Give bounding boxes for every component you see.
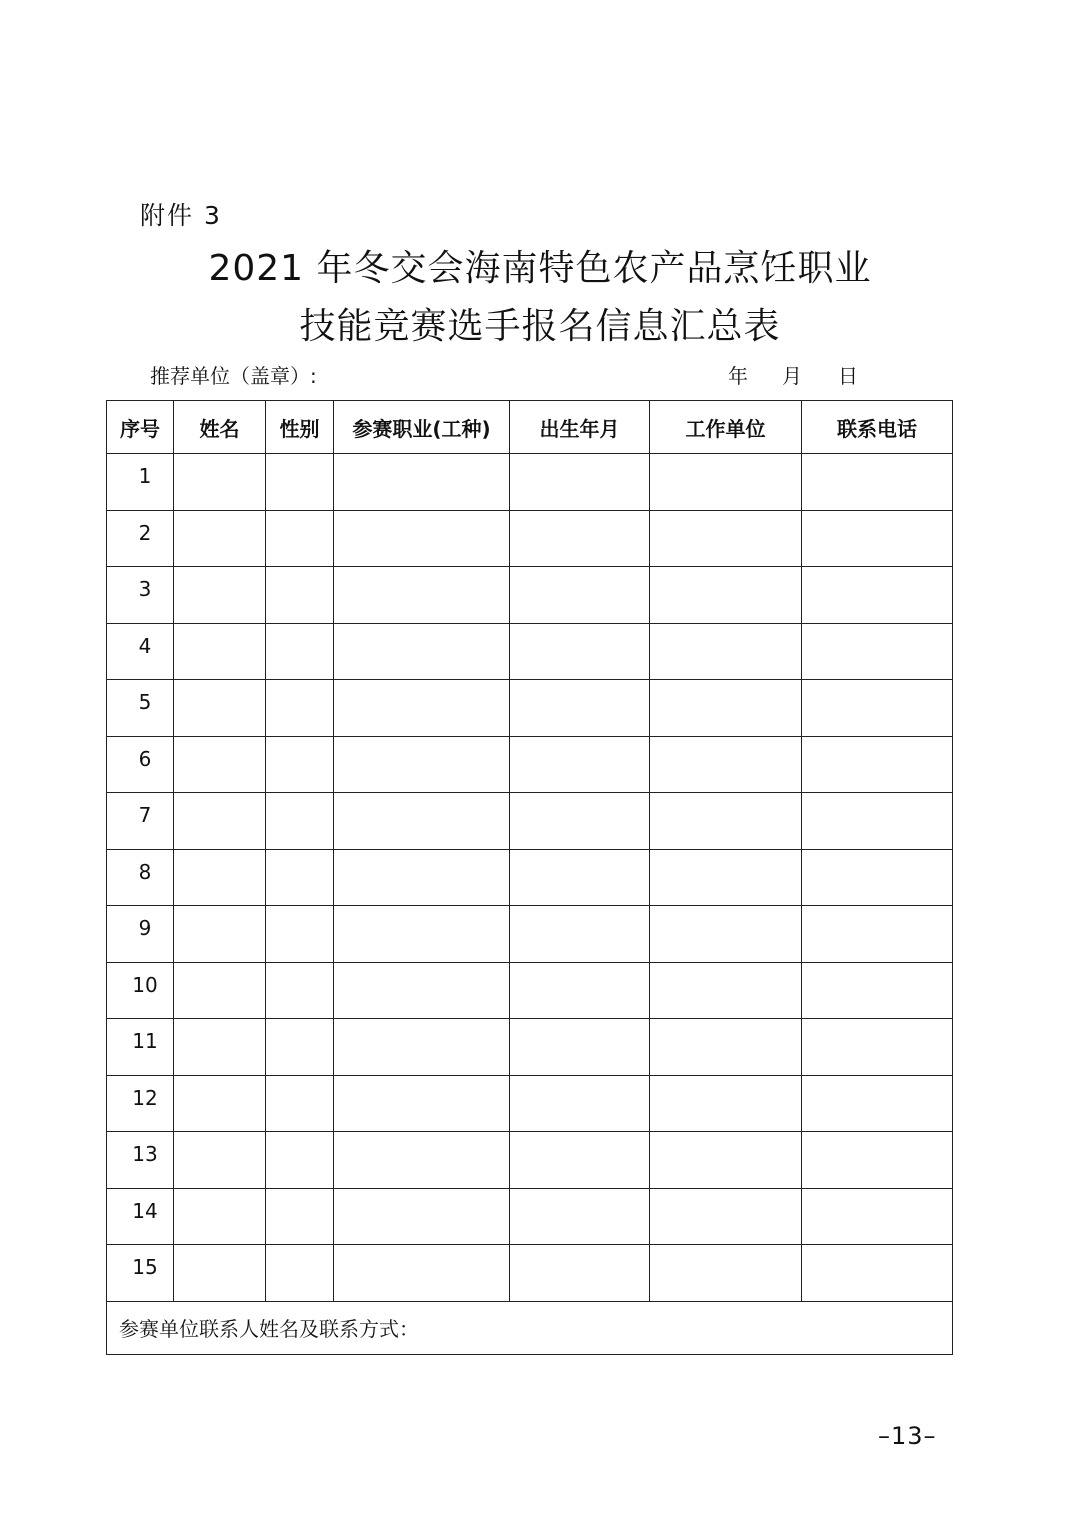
- name-cell[interactable]: [174, 1245, 266, 1302]
- phone-cell[interactable]: [802, 849, 953, 906]
- table-row: [107, 849, 953, 906]
- birth-date-cell[interactable]: [510, 1019, 650, 1076]
- seq-number: 7: [138, 803, 152, 827]
- header-birth-date: 出生年月: [510, 401, 650, 454]
- table-row: [107, 623, 953, 680]
- seq-cell: [107, 962, 174, 1019]
- birth-date-cell[interactable]: [510, 736, 650, 793]
- birth-date-cell[interactable]: [510, 510, 650, 567]
- name-cell[interactable]: [174, 906, 266, 963]
- name-cell[interactable]: [174, 962, 266, 1019]
- seq-cell: [107, 454, 174, 511]
- header-phone: 联系电话: [802, 401, 953, 454]
- gender-cell[interactable]: [266, 793, 334, 850]
- phone-cell[interactable]: [802, 680, 953, 737]
- occupation-cell[interactable]: [334, 567, 510, 624]
- occupation-cell[interactable]: [334, 736, 510, 793]
- birth-date-cell[interactable]: [510, 906, 650, 963]
- gender-cell[interactable]: [266, 454, 334, 511]
- gender-cell[interactable]: [266, 680, 334, 737]
- occupation-cell[interactable]: [334, 510, 510, 567]
- seq-cell: [107, 849, 174, 906]
- name-cell[interactable]: [174, 680, 266, 737]
- phone-cell[interactable]: [802, 454, 953, 511]
- gender-cell[interactable]: [266, 906, 334, 963]
- seq-number: 2: [138, 520, 152, 545]
- seq-cell: [107, 510, 174, 567]
- work-unit-cell[interactable]: [650, 1075, 802, 1132]
- gender-cell[interactable]: [266, 962, 334, 1019]
- seq-cell: [107, 1132, 174, 1189]
- header-occupation: 参赛职业(工种): [334, 401, 510, 454]
- gender-cell[interactable]: [266, 1075, 334, 1132]
- seq-cell: [107, 623, 174, 680]
- birth-date-cell[interactable]: [510, 1132, 650, 1189]
- header-name: 姓名: [174, 401, 266, 454]
- name-cell[interactable]: [174, 1132, 266, 1189]
- birth-date-cell[interactable]: [510, 962, 650, 1019]
- occupation-cell[interactable]: [334, 680, 510, 737]
- name-cell[interactable]: [174, 1019, 266, 1076]
- seq-cell: [107, 680, 174, 737]
- work-unit-cell[interactable]: [650, 849, 802, 906]
- recommend-unit-label: 推荐单位（盖章）:: [150, 364, 317, 388]
- gender-cell[interactable]: [266, 736, 334, 793]
- seq-cell: [107, 906, 174, 963]
- gender-cell[interactable]: [266, 623, 334, 680]
- header-gender: 性别: [266, 401, 334, 454]
- phone-cell[interactable]: [802, 567, 953, 624]
- table-header-row: [107, 401, 953, 454]
- seq-number: 5: [138, 690, 152, 714]
- gender-cell[interactable]: [266, 1188, 334, 1245]
- gender-cell[interactable]: [266, 1019, 334, 1076]
- seq-number: 14: [132, 1198, 158, 1223]
- contact-person-field[interactable]: 参赛单位联系人姓名及联系方式：: [107, 1301, 953, 1354]
- header-work-unit: 工作单位: [650, 401, 802, 454]
- registration-table: [106, 400, 953, 1355]
- seq-cell: [107, 567, 174, 624]
- phone-cell[interactable]: [802, 962, 953, 1019]
- occupation-cell[interactable]: [334, 1132, 510, 1189]
- name-cell[interactable]: [174, 849, 266, 906]
- work-unit-cell[interactable]: [650, 680, 802, 737]
- gender-cell[interactable]: [266, 510, 334, 567]
- table-row: [107, 962, 953, 1019]
- occupation-cell[interactable]: [334, 849, 510, 906]
- table-row: [107, 510, 953, 567]
- work-unit-cell[interactable]: [650, 623, 802, 680]
- gender-cell[interactable]: [266, 1245, 334, 1302]
- table-row: [107, 793, 953, 850]
- document-title-line-1: 2021 年冬交会海南特色农产品烹饪职业: [208, 248, 872, 289]
- phone-cell[interactable]: [802, 1019, 953, 1076]
- birth-date-cell[interactable]: [510, 849, 650, 906]
- work-unit-cell[interactable]: [650, 454, 802, 511]
- seq-number: 9: [138, 916, 152, 940]
- occupation-cell[interactable]: [334, 1019, 510, 1076]
- page-number: –13–: [878, 1422, 937, 1450]
- work-unit-cell[interactable]: [650, 1245, 802, 1302]
- seq-number: 1: [138, 464, 152, 488]
- occupation-cell[interactable]: [334, 1188, 510, 1245]
- table-row: [107, 1019, 953, 1076]
- seq-cell: [107, 1188, 174, 1245]
- attachment-label: 附件 3: [140, 201, 222, 230]
- work-unit-cell[interactable]: [650, 793, 802, 850]
- name-cell[interactable]: [174, 1075, 266, 1132]
- occupation-cell[interactable]: [334, 1075, 510, 1132]
- gender-cell[interactable]: [266, 1132, 334, 1189]
- occupation-cell[interactable]: [334, 1245, 510, 1302]
- birth-date-cell[interactable]: [510, 1188, 650, 1245]
- occupation-cell[interactable]: [334, 962, 510, 1019]
- work-unit-cell[interactable]: [650, 510, 802, 567]
- work-unit-cell[interactable]: [650, 1132, 802, 1189]
- name-cell[interactable]: [174, 1188, 266, 1245]
- birth-date-cell[interactable]: [510, 793, 650, 850]
- phone-cell[interactable]: [802, 906, 953, 963]
- phone-cell[interactable]: [802, 736, 953, 793]
- name-cell[interactable]: [174, 454, 266, 511]
- phone-cell[interactable]: [802, 1188, 953, 1245]
- phone-cell[interactable]: [802, 510, 953, 567]
- seq-cell: [107, 1075, 174, 1132]
- table-row: [107, 567, 953, 624]
- name-cell[interactable]: [174, 793, 266, 850]
- birth-date-cell[interactable]: [510, 680, 650, 737]
- birth-date-cell[interactable]: [510, 623, 650, 680]
- phone-cell[interactable]: [802, 1132, 953, 1189]
- seq-number: 12: [132, 1085, 158, 1110]
- seq-cell: [107, 1245, 174, 1302]
- seq-number: 4: [138, 633, 152, 658]
- seq-number: 8: [138, 859, 152, 884]
- table-row: [107, 906, 953, 963]
- phone-cell[interactable]: [802, 623, 953, 680]
- name-cell[interactable]: [174, 736, 266, 793]
- work-unit-cell[interactable]: [650, 962, 802, 1019]
- table-row: [107, 1188, 953, 1245]
- seq-number: 13: [132, 1142, 158, 1166]
- seq-number: 10: [132, 972, 158, 997]
- work-unit-cell[interactable]: [650, 906, 802, 963]
- birth-date-cell[interactable]: [510, 1245, 650, 1302]
- work-unit-cell[interactable]: [650, 1019, 802, 1076]
- occupation-cell[interactable]: [334, 906, 510, 963]
- birth-date-cell[interactable]: [510, 567, 650, 624]
- work-unit-cell[interactable]: [650, 736, 802, 793]
- table-footer-row: [107, 1301, 953, 1354]
- table-row: [107, 736, 953, 793]
- table-row: [107, 1245, 953, 1302]
- occupation-cell[interactable]: [334, 793, 510, 850]
- name-cell[interactable]: [174, 623, 266, 680]
- occupation-cell[interactable]: [334, 623, 510, 680]
- date-month-label: 月: [782, 364, 802, 388]
- birth-date-cell[interactable]: [510, 454, 650, 511]
- phone-cell[interactable]: [802, 1075, 953, 1132]
- name-cell[interactable]: [174, 510, 266, 567]
- seq-cell: [107, 1019, 174, 1076]
- seq-number: 6: [138, 746, 152, 771]
- occupation-cell[interactable]: [334, 454, 510, 511]
- table-row: [107, 1132, 953, 1189]
- date-field: [728, 360, 858, 389]
- work-unit-cell[interactable]: [650, 567, 802, 624]
- seq-cell: [107, 793, 174, 850]
- name-cell[interactable]: [174, 567, 266, 624]
- date-day-label: 日: [838, 364, 858, 388]
- work-unit-cell[interactable]: [650, 1188, 802, 1245]
- document-title-line-2: 技能竞赛选手报名信息汇总表: [299, 306, 781, 347]
- gender-cell[interactable]: [266, 849, 334, 906]
- seq-number: 15: [132, 1255, 158, 1279]
- gender-cell[interactable]: [266, 567, 334, 624]
- phone-cell[interactable]: [802, 1245, 953, 1302]
- phone-cell[interactable]: [802, 793, 953, 850]
- seq-number: 3: [138, 577, 152, 601]
- date-year-label: 年: [728, 364, 748, 388]
- seq-cell: [107, 736, 174, 793]
- birth-date-cell[interactable]: [510, 1075, 650, 1132]
- seq-number: 11: [132, 1029, 158, 1053]
- table-row: [107, 680, 953, 737]
- table-row: [107, 1075, 953, 1132]
- header-seq: 序号: [107, 401, 174, 454]
- table-row: [107, 454, 953, 511]
